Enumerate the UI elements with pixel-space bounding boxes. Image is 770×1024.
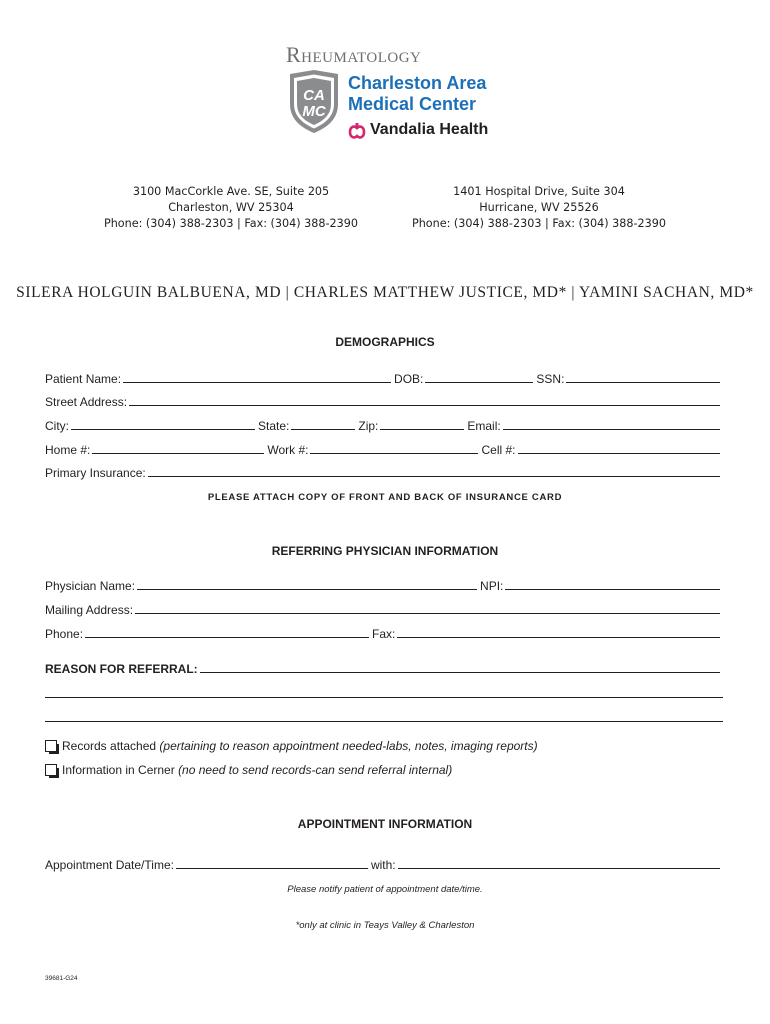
- email-label: Email:: [467, 419, 501, 433]
- appointment-datetime-field[interactable]: [176, 867, 368, 869]
- cerner-checkbox[interactable]: [45, 764, 57, 776]
- insurance-card-notice: PLEASE ATTACH COPY OF FRONT AND BACK OF INSURANCE CARD: [207, 492, 563, 503]
- reason-field-line2[interactable]: [45, 697, 723, 698]
- appointment-heading: APPOINTMENT INFORMATION: [297, 817, 473, 831]
- address-hurricane: [389, 184, 689, 232]
- cell-phone-field[interactable]: [518, 452, 721, 454]
- zip-field[interactable]: [380, 428, 464, 430]
- dob-field[interactable]: [425, 381, 533, 383]
- primary-insurance-field[interactable]: [148, 475, 720, 477]
- physicians-list: SILERA HOLGUIN BALBUENA, MD | CHARLES MATTHEW JUSTICE, MD* | YAMINI SACHAN, MD*: [16, 284, 754, 301]
- state-label: State:: [258, 419, 290, 433]
- cerner-label: Information in Cerner: [62, 763, 175, 777]
- org-name-line1: Charleston Area: [348, 73, 487, 93]
- npi-label: NPI:: [480, 579, 504, 593]
- records-attached-option[interactable]: [45, 739, 538, 753]
- row-phones: [45, 441, 723, 457]
- ssn-label: SSN:: [536, 372, 565, 386]
- cerner-option[interactable]: [45, 763, 452, 777]
- clinic-footnote: *only at clinic in Teays Valley & Charleston: [295, 920, 475, 931]
- records-attached-label: Records attached: [62, 739, 157, 753]
- row-city: [45, 417, 723, 433]
- address-phones: Phone: (304) 388-2303 | Fax: (304) 388-2390: [103, 217, 359, 230]
- row-physician: [45, 577, 723, 593]
- patient-name-label: Patient Name:: [45, 372, 122, 386]
- street-address-field[interactable]: [129, 404, 720, 406]
- svg-text:CA: CA: [303, 87, 325, 104]
- org-name-line2: Medical Center: [348, 94, 477, 114]
- cerner-note: (no need to send records-can send referral internal): [178, 763, 453, 777]
- appointment-with-field[interactable]: [398, 867, 720, 869]
- address-phones: Phone: (304) 388-2303 | Fax: (304) 388-2390: [411, 217, 667, 230]
- appointment-datetime-label: Appointment Date/Time:: [45, 858, 174, 872]
- referring-heading: REFERRING PHYSICIAN INFORMATION: [271, 544, 499, 558]
- with-label: with:: [370, 858, 396, 872]
- notify-patient-note: Please notify patient of appointment date/time.: [287, 884, 483, 895]
- row-mailing: [45, 601, 723, 617]
- vandalia-health-icon: [346, 122, 368, 142]
- work-phone-label: Work #:: [267, 443, 309, 457]
- mailing-address-label: Mailing Address:: [45, 603, 134, 617]
- logo: [282, 40, 512, 150]
- home-phone-field[interactable]: [92, 452, 264, 454]
- camc-shield-icon: [286, 70, 342, 134]
- department-name: Rheumatology: [286, 42, 422, 67]
- row-patient: [45, 370, 723, 386]
- street-address-label: Street Address:: [45, 395, 128, 409]
- city-label: City:: [45, 419, 69, 433]
- reason-field-line3[interactable]: [45, 721, 723, 722]
- address-charleston: [81, 184, 381, 232]
- physician-name-field[interactable]: [137, 588, 477, 590]
- physician-name-label: Physician Name:: [45, 579, 136, 593]
- mailing-address-field[interactable]: [135, 612, 720, 614]
- physician-phone-field[interactable]: [85, 636, 369, 638]
- cell-phone-label: Cell #:: [481, 443, 516, 457]
- row-reason: [45, 660, 723, 676]
- row-insurance: [45, 464, 723, 480]
- npi-field[interactable]: [505, 588, 720, 590]
- row-street: [45, 393, 723, 409]
- records-attached-note: (pertaining to reason appointment needed-labs, notes, imaging reports): [159, 739, 538, 753]
- address-city: Charleston, WV 25304: [168, 201, 294, 214]
- reason-for-referral-label: REASON FOR REFERRAL:: [45, 662, 198, 676]
- physician-fax-field[interactable]: [397, 636, 720, 638]
- zip-label: Zip:: [358, 419, 379, 433]
- patient-name-field[interactable]: [123, 381, 391, 383]
- email-field[interactable]: [503, 428, 720, 430]
- svg-text:MC: MC: [302, 103, 326, 120]
- dob-label: DOB:: [394, 372, 424, 386]
- primary-insurance-label: Primary Insurance:: [45, 466, 146, 480]
- state-field[interactable]: [291, 428, 355, 430]
- parent-org-name: Vandalia Health: [370, 121, 489, 138]
- records-attached-checkbox[interactable]: [45, 740, 57, 752]
- form-code: 39681-G24: [45, 975, 78, 982]
- physician-fax-label: Fax:: [372, 627, 396, 641]
- ssn-field[interactable]: [566, 381, 720, 383]
- physician-phone-label: Phone:: [45, 627, 84, 641]
- home-phone-label: Home #:: [45, 443, 91, 457]
- address-city: Hurricane, WV 25526: [479, 201, 599, 214]
- row-appointment: [45, 856, 723, 872]
- address-street: 1401 Hospital Drive, Suite 304: [453, 185, 625, 198]
- row-phone-fax: [45, 625, 723, 641]
- address-street: 3100 MacCorkle Ave. SE, Suite 205: [132, 185, 330, 198]
- work-phone-field[interactable]: [310, 452, 478, 454]
- demographics-heading: DEMOGRAPHICS: [335, 335, 435, 349]
- city-field[interactable]: [71, 428, 255, 430]
- reason-field-line1[interactable]: [200, 671, 720, 673]
